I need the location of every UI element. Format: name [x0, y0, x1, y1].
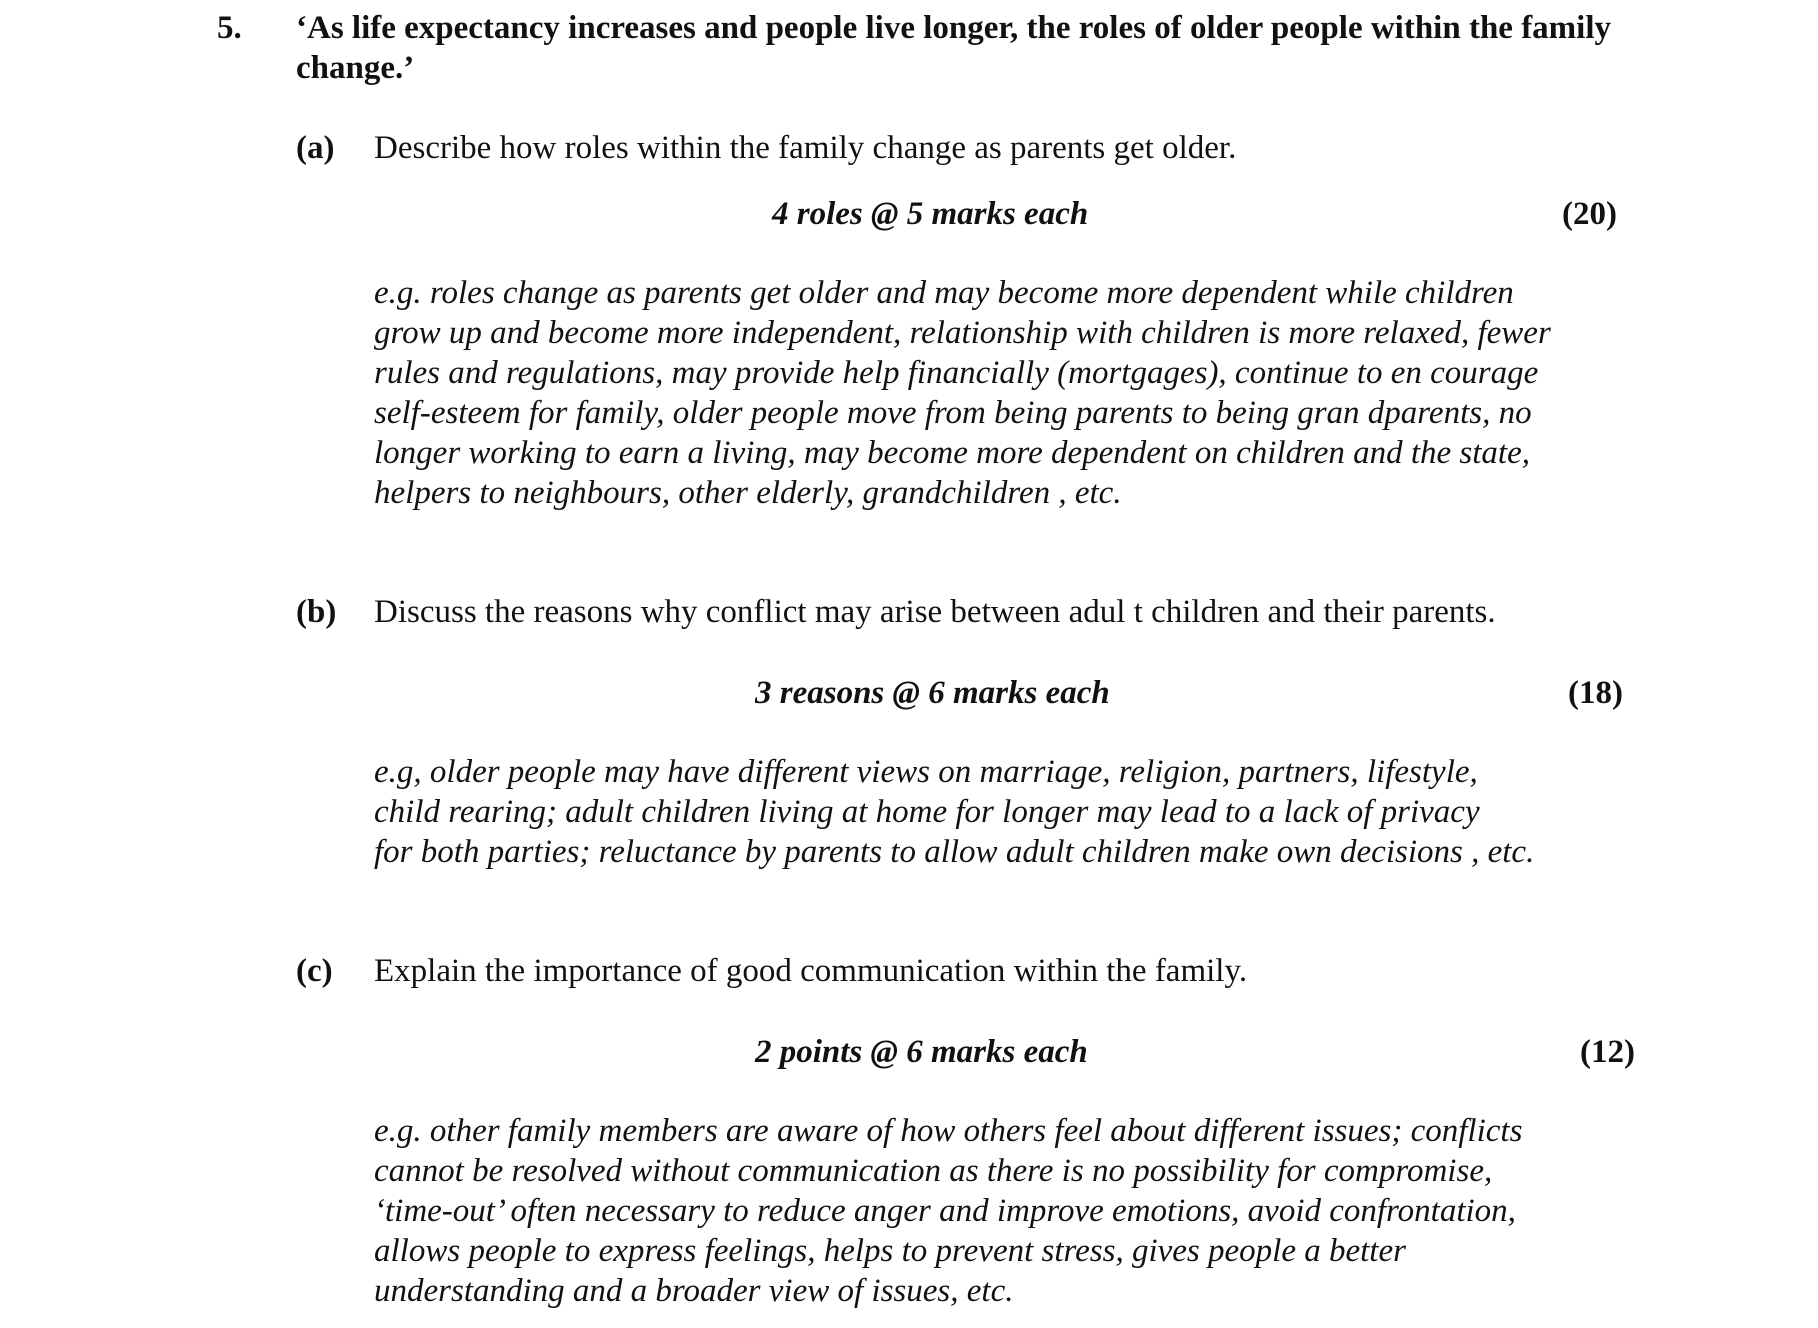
part-b-mark-allocation: 3 reasons @ 6 marks each: [755, 675, 1110, 711]
part-b-label: (b): [296, 594, 337, 630]
answer-line: cannot be resolved without communication as there is no possibility for compromise,: [374, 1153, 1493, 1189]
answer-line: e.g. roles change as parents get older and may become more dependent while children: [374, 275, 1514, 311]
answer-line: for both parties; reluctance by parents to allow adult children make own decisions , etc.: [374, 834, 1535, 870]
part-a-answer-guide: [374, 273, 1644, 513]
answer-line: allows people to express feelings, helps to prevent stress, gives people a better: [374, 1233, 1406, 1269]
part-a-prompt: Describe how roles within the family change as parents get older.: [374, 130, 1237, 166]
answer-line: understanding and a broader view of issues, etc.: [374, 1273, 1014, 1309]
part-a-total-marks: (20): [1562, 196, 1617, 232]
answer-line: rules and regulations, may provide help financially (mortgages), continue to en courage: [374, 355, 1539, 391]
part-c-label: (c): [296, 953, 333, 989]
part-a-label: (a): [296, 130, 335, 166]
part-a-mark-allocation: 4 roles @ 5 marks each: [772, 196, 1089, 232]
answer-line: helpers to neighbours, other elderly, grandchildren , etc.: [374, 475, 1122, 511]
part-c-mark-allocation: 2 points @ 6 marks each: [755, 1034, 1088, 1070]
answer-line: e.g. other family members are aware of how others feel about different issues; conflicts: [374, 1113, 1523, 1149]
part-c-answer-guide: [374, 1111, 1644, 1311]
part-b-prompt: Discuss the reasons why conflict may arise between adul t children and their parents.: [374, 594, 1496, 630]
answer-line: self-esteem for family, older people move from being parents to being gran dparents, no: [374, 395, 1532, 431]
part-b-answer-guide: [374, 752, 1644, 872]
answer-line: longer working to earn a living, may become more dependent on children and the state,: [374, 435, 1530, 471]
answer-line: ‘time-out’ often necessary to reduce anger and improve emotions, avoid confrontation,: [374, 1193, 1516, 1229]
part-b-total-marks: (18): [1568, 675, 1623, 711]
answer-line: e.g, older people may have different views on marriage, religion, partners, lifestyle,: [374, 754, 1478, 790]
answer-line: child rearing; adult children living at home for longer may lead to a lack of privacy: [374, 794, 1480, 830]
question-number: 5.: [217, 10, 242, 46]
answer-line: grow up and become more independent, relationship with children is more relaxed, fewer: [374, 315, 1551, 351]
question-stem: ‘As life expectancy increases and people live longer, the roles of older people within the family change.’: [296, 10, 1612, 86]
part-c-total-marks: (12): [1580, 1034, 1635, 1070]
part-c-prompt: Explain the importance of good communication within the family.: [374, 953, 1248, 989]
